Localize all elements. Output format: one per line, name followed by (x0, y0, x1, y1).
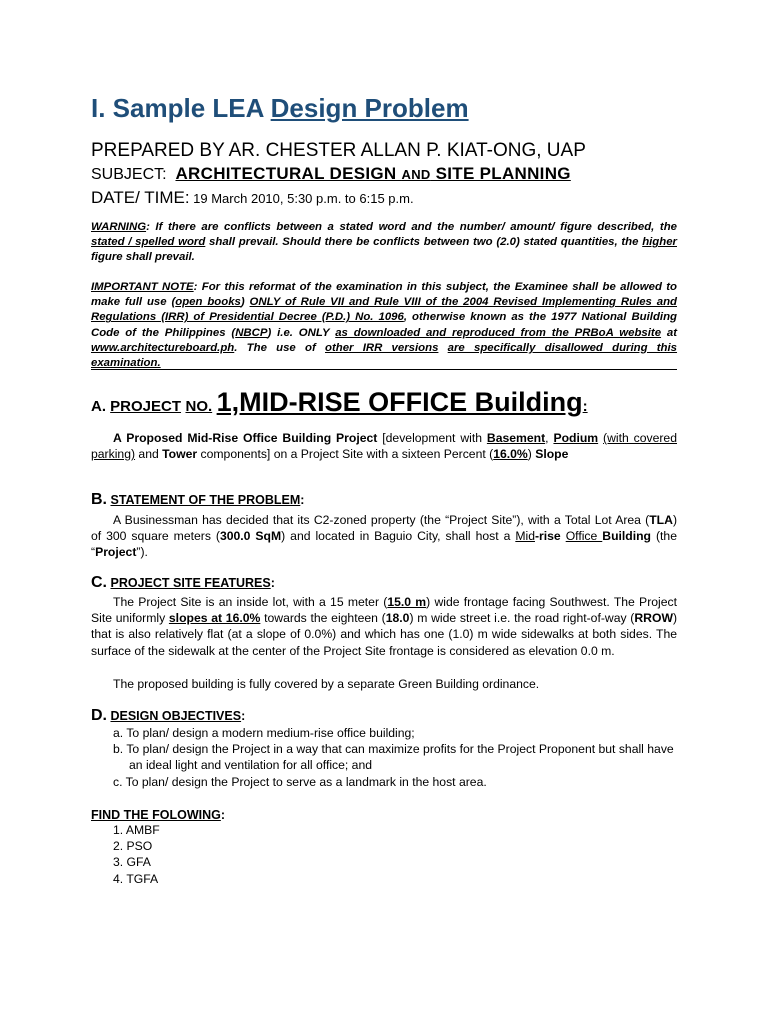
list-item: a. To plan/ design a modern medium-rise office building; (113, 726, 415, 740)
subject-line: SUBJECT: ARCHITECTURAL DESIGN AND SITE PLANNING (91, 164, 571, 183)
prepared-by: PREPARED BY AR. CHESTER ALLAN P. KIAT-ONG, UAP (91, 140, 586, 161)
section-b-text: A Businessman has decided that its C2-zoned property (the “Project Site”), with a Total Lot Area (TLA) of 300 square meters (300.0 SqM) and located in Baguio City, shall host a Mid-rise Office Building (the “Project”). (91, 513, 677, 560)
list-item: 2. PSO (113, 839, 153, 854)
section-d-heading: D. DESIGN OBJECTIVES: (91, 707, 246, 724)
list-item: c. To plan/ design the Project to serve as a landmark in the host area. (113, 774, 487, 789)
list-item: 4. TGFA (113, 871, 159, 886)
find-heading: FIND THE FOLOWING: (91, 808, 226, 822)
warning-note: WARNING: If there are conflicts between a stated word and the number/ amount/ figure described, the stated / spelled word shall prevail. Should there be conflicts between two (2.0) stated quantities, the higher figure shall prevail. (91, 221, 677, 264)
divider (91, 369, 677, 370)
list-item: 1. AMBF (113, 823, 160, 837)
list-item: b. To plan/ design the Project in a way that can maximize profits for the Project Proponent but shall have an ideal light and ventilation for all office; and (113, 742, 674, 773)
important-note: IMPORTANT NOTE: For this reformat of the examination in this subject, the Examinee shall be allowed to make full use (open books) ONLY of Rule VII and Rule VIII of the 2004 Revised Implementing Rules and Regulations (IRR) of Presidential Decree (P.D.) No. 1096, otherwise known as the 1977 National Building Code of the Philippines (NBCP) i.e. ONLY as downloaded and reproduced from the PRBoA website at www.architectureboard.ph. The use of other IRR versions are specifically disallowed during this examination. (91, 281, 678, 370)
find-list (91, 822, 677, 887)
section-c-text: The Project Site is an inside lot, with a 15 meter (15.0 m) wide frontage facing Southwest. The Project Site uniformly slopes at 16.0% towards the eighteen (18.0) m wide street i.e. the road right-of-way (RROW) that is also relatively flat (at a slope of 0.0%) and which has one (1.0) m wide sidewalks at both sides. The surface of the sidewalk at the center of the Project Site frontage is considered as elevation 0.0 m. (91, 595, 678, 658)
project-heading: A. PROJECT NO. 1,MID-RISE OFFICE Building: (91, 387, 588, 417)
section-c-note: The proposed building is fully covered by a separate Green Building ordinance. (113, 677, 540, 691)
objectives-list (91, 725, 677, 790)
section-b-heading: B. STATEMENT OF THE PROBLEM: (91, 491, 305, 508)
section-c-heading: C. PROJECT SITE FEATURES: (91, 574, 275, 591)
list-item: 3. GFA (113, 855, 151, 870)
page-title: I. Sample LEA Design Problem (91, 93, 469, 123)
date-time: DATE/ TIME: 19 March 2010, 5:30 p.m. to 6:15 p.m. (91, 188, 414, 207)
project-intro: A Proposed Mid-Rise Office Building Project [development with Basement, Podium (with covered parking) and Tower components] on a Project Site with a sixteen Percent (16.0%) Slope (91, 431, 677, 462)
